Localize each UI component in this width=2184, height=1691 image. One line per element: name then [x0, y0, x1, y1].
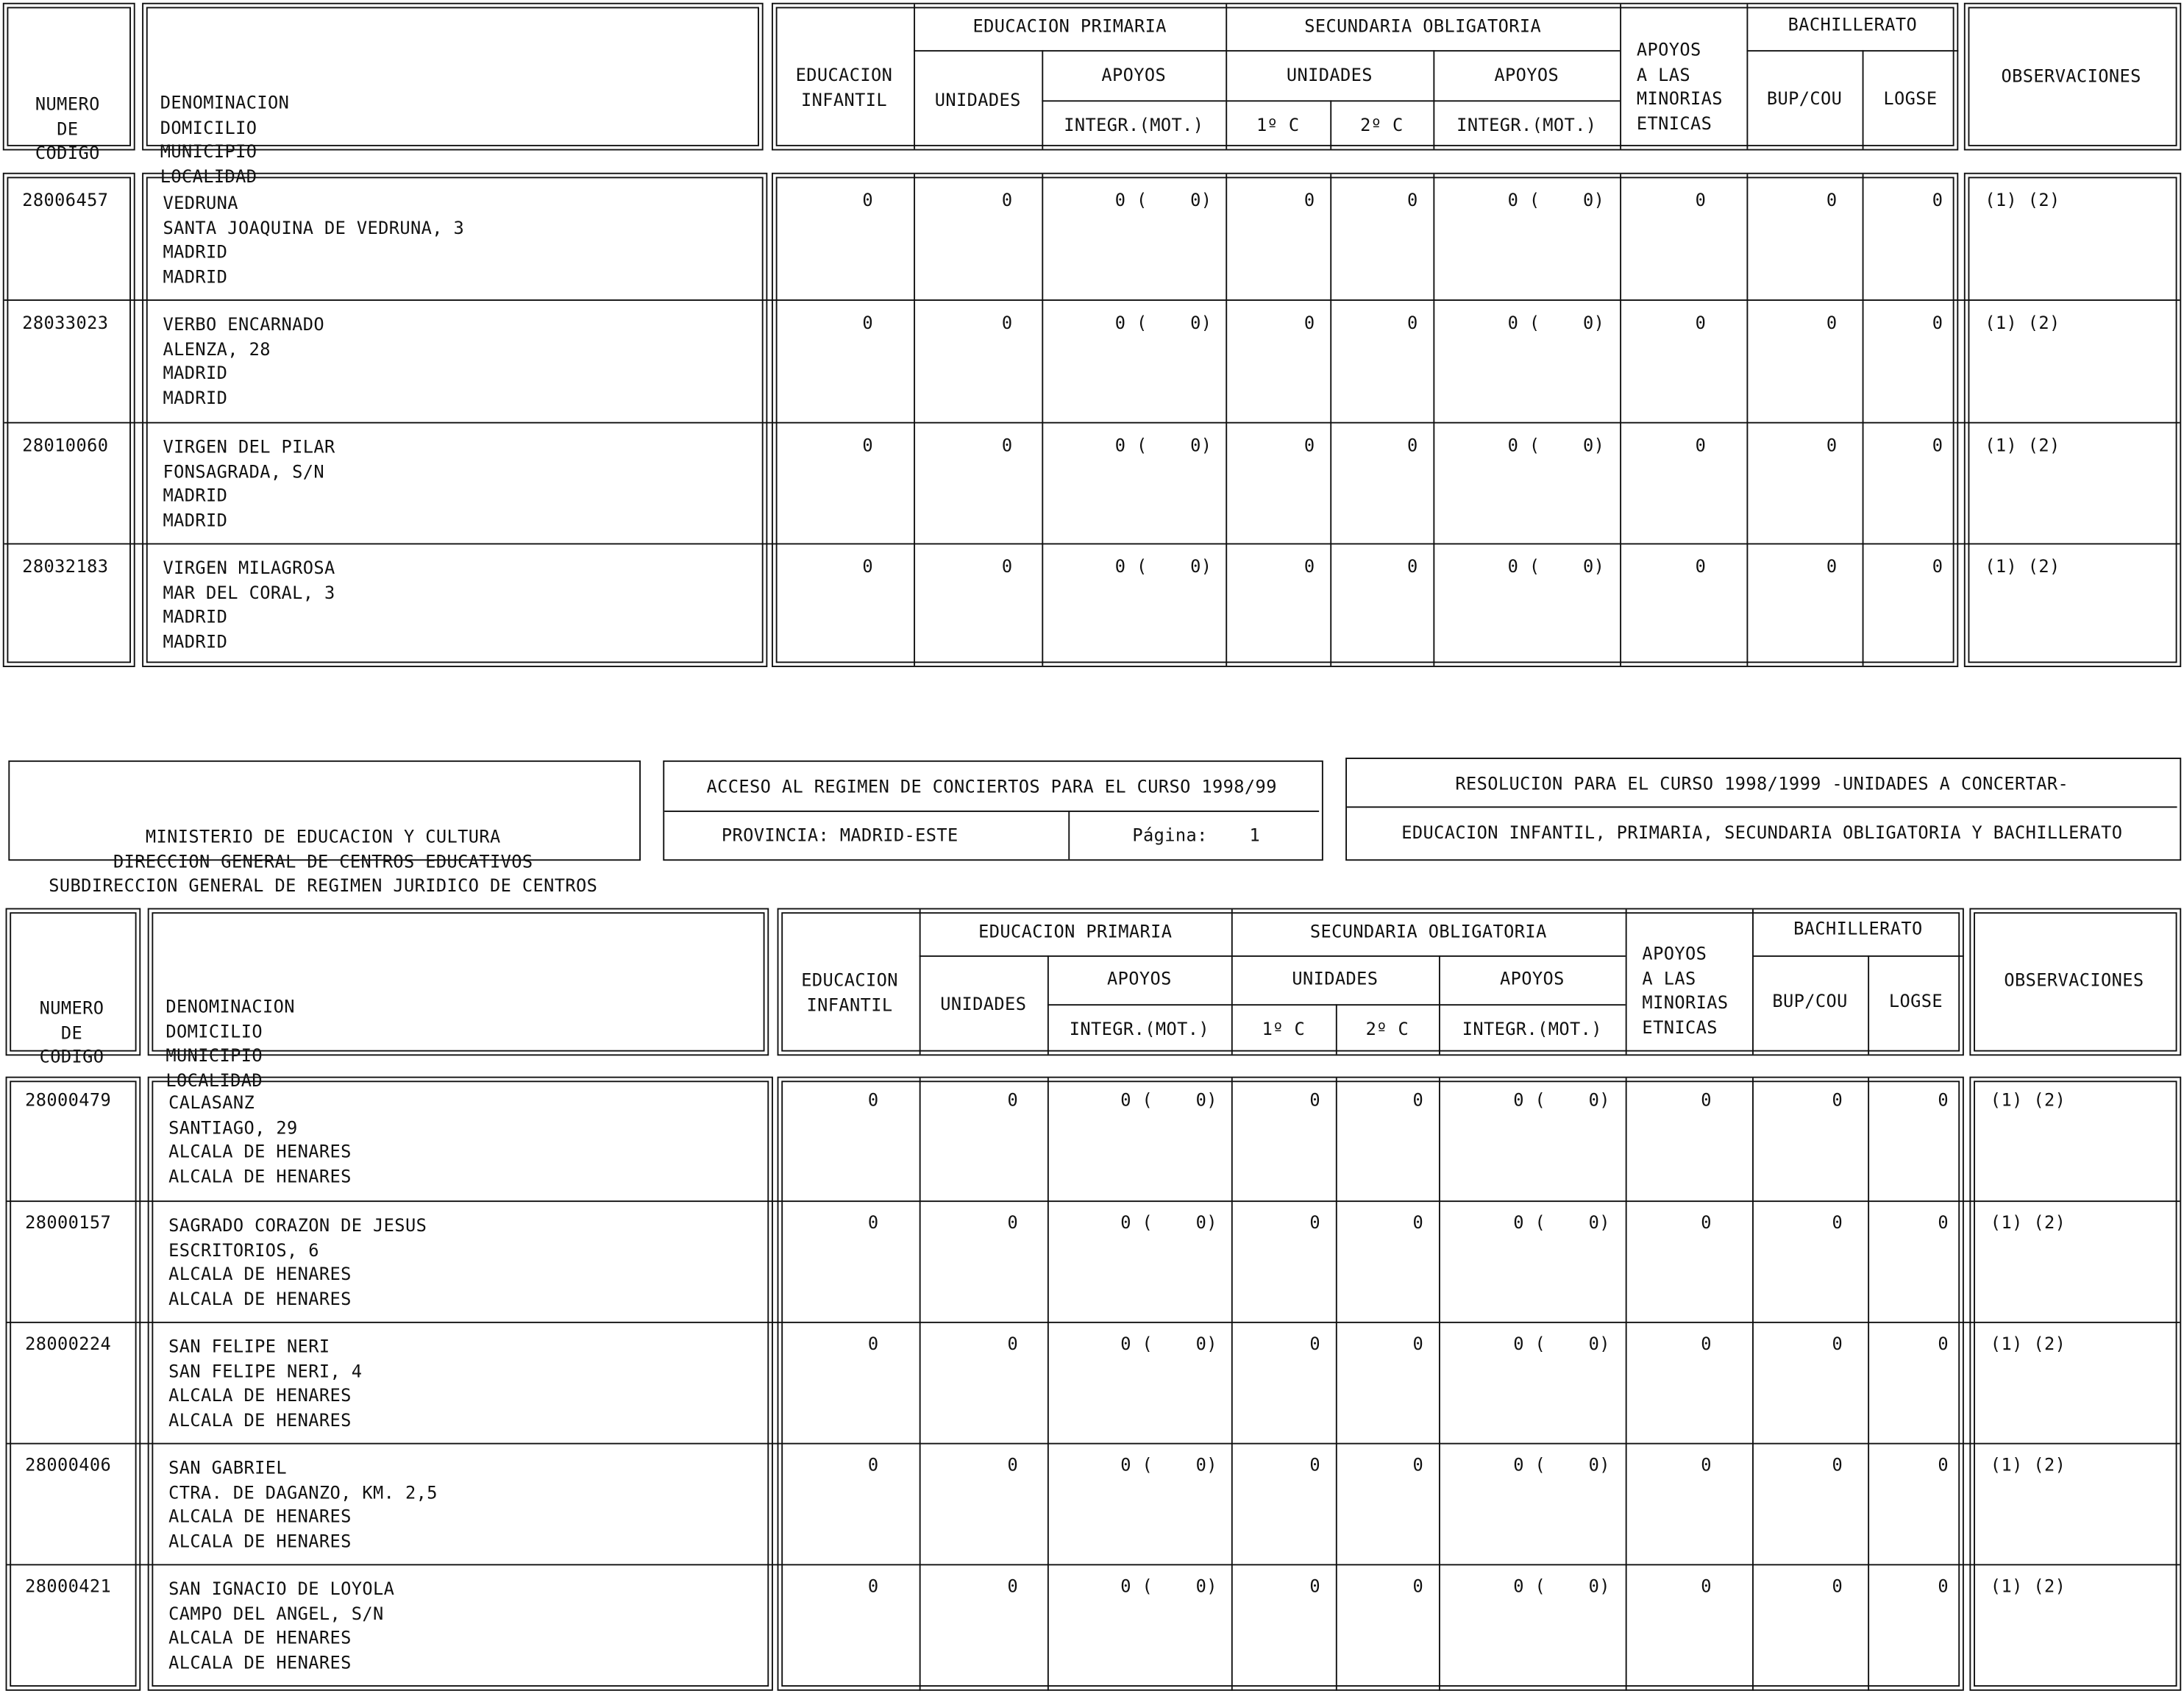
header-minorias-label: APOYOS A LAS MINORIAS ETNICAS [1636, 39, 1723, 133]
row-codigo: 28000406 [25, 1453, 112, 1475]
row-denominacion: SAN FELIPE NERI SAN FELIPE NERI, 4 ALCALA DE HENARES ALCALA DE HENARES [168, 1335, 363, 1430]
header-prim-integr-label: INTEGR.(MOT.) [1064, 114, 1204, 135]
header-numero-label: NUMERO DE CODIGO [35, 93, 100, 163]
row-logse: 0 [1932, 434, 1943, 456]
row-denominacion: SAN GABRIEL CTRA. DE DAGANZO, KM. 2,5 ALCALA DE HENARES ALCALA DE HENARES [168, 1456, 438, 1551]
codigo-column-box [6, 1077, 141, 1691]
pagina-number: 1 [1249, 824, 1261, 846]
row-infantil: 0 [867, 1089, 879, 1111]
row-observaciones: (1) (2) [1985, 555, 2060, 577]
header-prim-unidades-label: UNIDADES [940, 993, 1027, 1014]
row-minorias: 0 [1695, 434, 1707, 456]
row-prim-integr: 0 ( 0) [1114, 312, 1212, 333]
row-sec-integr: 0 ( 0) [1513, 1211, 1610, 1233]
row-codigo: 28000157 [25, 1211, 112, 1233]
row-observaciones: (1) (2) [1990, 1333, 2066, 1354]
header-prim-apoyos-label: APOYOS [1106, 967, 1172, 989]
acceso-title: ACCESO AL REGIMEN DE CONCIERTOS PARA EL CURSO 1998/99 [706, 775, 1277, 797]
header-sec-unidades-label: UNIDADES [1292, 967, 1379, 989]
header-primaria-label: EDUCACION PRIMARIA [972, 15, 1167, 37]
row-bupcou: 0 [1826, 434, 1838, 456]
row-prim-integr: 0 ( 0) [1120, 1333, 1217, 1354]
row-prim-unidades: 0 [1001, 555, 1013, 577]
row-logse: 0 [1932, 312, 1943, 333]
row-codigo: 28000224 [25, 1333, 112, 1354]
row-infantil: 0 [862, 312, 873, 333]
row-bupcou: 0 [1832, 1453, 1843, 1475]
row-sec-1c: 0 [1303, 434, 1315, 456]
header-bupcou-label: BUP/COU [1766, 88, 1843, 109]
header-prim-apoyos-label: APOYOS [1101, 64, 1167, 85]
row-sec-2c: 0 [1406, 312, 1418, 333]
row-logse: 0 [1938, 1575, 1949, 1596]
row-observaciones: (1) (2) [1985, 189, 2060, 210]
row-prim-unidades: 0 [1001, 189, 1013, 210]
observaciones-column-box [1964, 173, 2181, 667]
row-sec-integr: 0 ( 0) [1513, 1089, 1610, 1111]
row-denominacion: VERBO ENCARNADO ALENZA, 28 MADRID MADRID [163, 313, 324, 407]
row-sec-integr: 0 ( 0) [1513, 1453, 1610, 1475]
row-minorias: 0 [1701, 1333, 1712, 1354]
row-prim-unidades: 0 [1001, 312, 1013, 333]
header-sec-unidades-label: UNIDADES [1286, 64, 1373, 85]
row-logse: 0 [1938, 1089, 1949, 1111]
header-minorias-label: APOYOS A LAS MINORIAS ETNICAS [1642, 942, 1729, 1037]
row-codigo: 28033023 [22, 312, 109, 333]
row-logse: 0 [1938, 1211, 1949, 1233]
header-numero-box [6, 908, 141, 1067]
row-sec-1c: 0 [1303, 189, 1315, 210]
header-sec-2c-label: 2º C [1365, 1018, 1409, 1039]
row-infantil: 0 [862, 189, 873, 210]
header-prim-integr-label: INTEGR.(MOT.) [1069, 1018, 1209, 1039]
row-denominacion: CALASANZ SANTIAGO, 29 ALCALA DE HENARES ALCALA DE HENARES [168, 1092, 352, 1186]
row-observaciones: (1) (2) [1990, 1211, 2066, 1233]
row-prim-unidades: 0 [1007, 1211, 1019, 1233]
row-sec-integr: 0 ( 0) [1507, 312, 1605, 333]
header-primaria-label: EDUCACION PRIMARIA [978, 920, 1173, 942]
header-secundaria-label: SECUNDARIA OBLIGATORIA [1309, 920, 1547, 942]
header-secundaria-label: SECUNDARIA OBLIGATORIA [1304, 15, 1542, 37]
header-denominacion-box [142, 3, 764, 186]
provincia-label: PROVINCIA: MADRID-ESTE [721, 824, 958, 846]
row-prim-unidades: 0 [1007, 1453, 1019, 1475]
row-minorias: 0 [1701, 1575, 1712, 1596]
codigo-column-box [3, 173, 135, 667]
header-logse-label: LOGSE [1883, 88, 1938, 109]
header-sec-integr-label: INTEGR.(MOT.) [1456, 114, 1597, 135]
row-observaciones: (1) (2) [1985, 312, 2060, 333]
row-sec-integr: 0 ( 0) [1513, 1575, 1610, 1596]
row-sec-integr: 0 ( 0) [1513, 1333, 1610, 1354]
row-sec-1c: 0 [1309, 1089, 1321, 1111]
header-sec-1c-label: 1º C [1262, 1018, 1306, 1039]
row-prim-integr: 0 ( 0) [1114, 189, 1212, 210]
header-sec-integr-label: INTEGR.(MOT.) [1462, 1018, 1602, 1039]
row-prim-integr: 0 ( 0) [1120, 1575, 1217, 1596]
row-sec-2c: 0 [1406, 555, 1418, 577]
header-observaciones-box [1964, 3, 2181, 151]
row-sec-2c: 0 [1412, 1089, 1424, 1111]
row-sec-integr: 0 ( 0) [1507, 434, 1605, 456]
row-observaciones: (1) (2) [1990, 1575, 2066, 1596]
row-infantil: 0 [862, 434, 873, 456]
row-bupcou: 0 [1832, 1089, 1843, 1111]
header-numero-box [3, 3, 135, 163]
ministry-text: MINISTERIO DE EDUCACION Y CULTURA DIRECCION GENERAL DE CENTROS EDUCATIVOS SUBDIRECCION GENERAL DE REGIMEN JURIDICO DE CENTROS [49, 825, 598, 896]
row-prim-integr: 0 ( 0) [1114, 555, 1212, 577]
header-denominacion-label: DENOMINACION DOMICILIO MUNICIPIO LOCALIDAD [166, 995, 295, 1090]
row-logse: 0 [1938, 1453, 1949, 1475]
row-observaciones: (1) (2) [1990, 1453, 2066, 1475]
header-infantil-label: EDUCACION INFANTIL [795, 64, 893, 110]
row-infantil: 0 [867, 1575, 879, 1596]
row-logse: 0 [1932, 189, 1943, 210]
row-denominacion: VIRGEN MILAGROSA MAR DEL CORAL, 3 MADRID MADRID [163, 557, 335, 652]
header-sec-apoyos-label: APOYOS [1494, 64, 1559, 85]
row-prim-unidades: 0 [1001, 434, 1013, 456]
header-prim-unidades-label: UNIDADES [934, 89, 1021, 110]
observaciones-column-box [1969, 1077, 2181, 1691]
row-sec-1c: 0 [1309, 1333, 1321, 1354]
row-minorias: 0 [1695, 555, 1707, 577]
header-numero-label: NUMERO DE CODIGO [39, 997, 104, 1067]
row-prim-integr: 0 ( 0) [1114, 434, 1212, 456]
row-infantil: 0 [867, 1333, 879, 1354]
row-bupcou: 0 [1826, 189, 1838, 210]
row-prim-unidades: 0 [1007, 1089, 1019, 1111]
values-column-box [778, 1077, 1964, 1691]
row-sec-2c: 0 [1406, 189, 1418, 210]
row-denominacion: SAN IGNACIO DE LOYOLA CAMPO DEL ANGEL, S/N ALCALA DE HENARES ALCALA DE HENARES [168, 1578, 395, 1673]
row-minorias: 0 [1701, 1089, 1712, 1111]
row-sec-integr: 0 ( 0) [1507, 189, 1605, 210]
row-denominacion: SAGRADO CORAZON DE JESUS ESCRITORIOS, 6 ALCALA DE HENARES ALCALA DE HENARES [168, 1214, 427, 1309]
row-sec-2c: 0 [1412, 1453, 1424, 1475]
row-codigo: 28032183 [22, 555, 109, 577]
row-prim-unidades: 0 [1007, 1575, 1019, 1596]
row-minorias: 0 [1695, 312, 1707, 333]
row-sec-1c: 0 [1309, 1211, 1321, 1233]
resolucion-box [1345, 758, 2181, 861]
row-sec-2c: 0 [1412, 1211, 1424, 1233]
header-denominacion-label: DENOMINACION DOMICILIO MUNICIPIO LOCALIDAD [160, 91, 290, 186]
header-bachillerato-label: BACHILLERATO [1793, 917, 1923, 939]
row-prim-unidades: 0 [1007, 1333, 1019, 1354]
values-column-box [772, 173, 1958, 667]
row-bupcou: 0 [1832, 1575, 1843, 1596]
row-bupcou: 0 [1826, 555, 1838, 577]
row-logse: 0 [1932, 555, 1943, 577]
row-sec-integr: 0 ( 0) [1507, 555, 1605, 577]
row-sec-2c: 0 [1412, 1333, 1424, 1354]
row-codigo: 28010060 [22, 434, 109, 456]
row-sec-1c: 0 [1303, 555, 1315, 577]
header-sec-apoyos-label: APOYOS [1499, 967, 1565, 989]
row-infantil: 0 [862, 555, 873, 577]
row-prim-integr: 0 ( 0) [1120, 1089, 1217, 1111]
header-logse-label: LOGSE [1888, 990, 1943, 1011]
row-minorias: 0 [1695, 189, 1707, 210]
header-observaciones-label: OBSERVACIONES [2001, 65, 2141, 87]
row-logse: 0 [1938, 1333, 1949, 1354]
row-codigo: 28006457 [22, 189, 109, 210]
row-sec-1c: 0 [1309, 1453, 1321, 1475]
row-infantil: 0 [867, 1211, 879, 1233]
acceso-box [663, 761, 1323, 861]
row-bupcou: 0 [1832, 1333, 1843, 1354]
row-sec-1c: 0 [1309, 1575, 1321, 1596]
resolucion-subtitle: EDUCACION INFANTIL, PRIMARIA, SECUNDARIA OBLIGATORIA Y BACHILLERATO [1401, 822, 2123, 843]
row-prim-integr: 0 ( 0) [1120, 1453, 1217, 1475]
row-sec-2c: 0 [1412, 1575, 1424, 1596]
header-sec-2c-label: 2º C [1360, 114, 1404, 135]
header-observaciones-label: OBSERVACIONES [2004, 969, 2144, 991]
row-prim-integr: 0 ( 0) [1120, 1211, 1217, 1233]
row-denominacion: VIRGEN DEL PILAR FONSAGRADA, S/N MADRID MADRID [163, 435, 335, 530]
row-observaciones: (1) (2) [1985, 434, 2060, 456]
row-sec-2c: 0 [1406, 434, 1418, 456]
ministry-box [8, 761, 641, 896]
header-bupcou-label: BUP/COU [1772, 990, 1848, 1011]
resolucion-title: RESOLUCION PARA EL CURSO 1998/1999 -UNIDADES A CONCERTAR- [1455, 772, 2069, 794]
row-observaciones: (1) (2) [1990, 1089, 2066, 1111]
row-codigo: 28000479 [25, 1089, 112, 1111]
row-bupcou: 0 [1832, 1211, 1843, 1233]
header-observaciones-box [1969, 908, 2181, 1056]
header-bachillerato-label: BACHILLERATO [1788, 13, 1918, 35]
row-sec-1c: 0 [1303, 312, 1315, 333]
header-denominacion-box [148, 908, 769, 1090]
row-minorias: 0 [1701, 1211, 1712, 1233]
header-sec-1c-label: 1º C [1256, 114, 1300, 135]
row-denominacion: VEDRUNA SANTA JOAQUINA DE VEDRUNA, 3 MADRID MADRID [163, 192, 465, 287]
row-infantil: 0 [867, 1453, 879, 1475]
row-bupcou: 0 [1826, 312, 1838, 333]
pagina-label: Página: [1132, 824, 1208, 846]
header-infantil-label: EDUCACION INFANTIL [801, 969, 898, 1015]
row-minorias: 0 [1701, 1453, 1712, 1475]
row-codigo: 28000421 [25, 1575, 112, 1596]
